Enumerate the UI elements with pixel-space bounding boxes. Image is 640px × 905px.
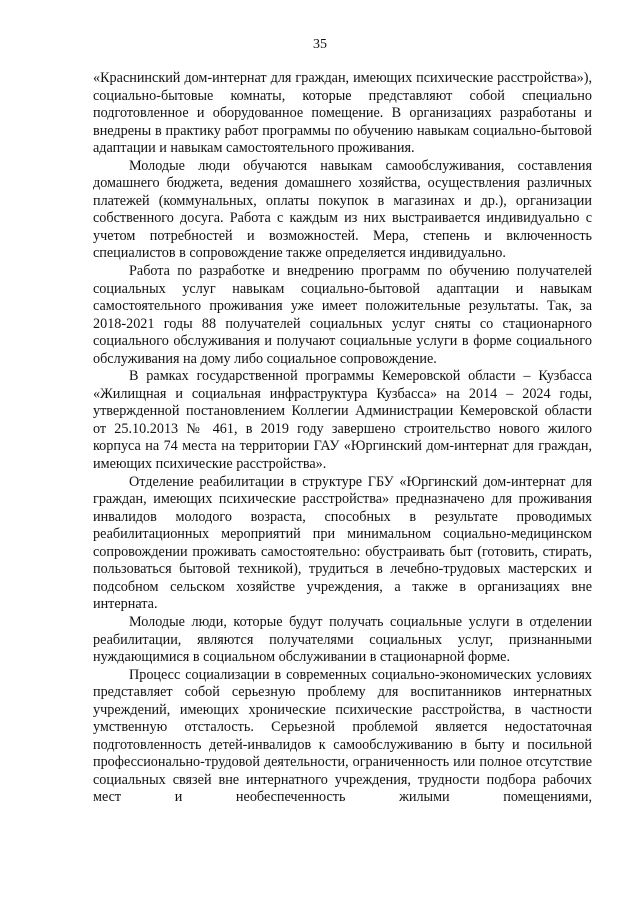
paragraph-6: Молодые люди, которые будут получать социальные услуги в отделении реабилитации, являются получателями социальных услуг, признанными нуждающимися в социальном обслуживании в стационарной форме.: [93, 613, 592, 666]
page-number: 35: [313, 37, 327, 52]
paragraph-4: В рамках государственной программы Кемеровской области – Кузбасса «Жилищная и социальная инфраструктура Кузбасса» на 2014 – 2024 годы, утвержденной постановлением Коллегии Администрации Кемеровской области от 25.10.2013 № 461, в 2019 году завершено строительство нового жилого корпуса на 74 места на территории ГАУ «Юргинский дом-интернат для граждан, имеющих психические расстройства».: [93, 368, 592, 473]
paragraph-2: Молодые люди обучаются навыкам самообслуживания, составления домашнего бюджета, ведения домашнего хозяйства, осуществления различных платежей (коммунальных, оплаты покупок в магазинах и др.), организации собственного досуга. Работа с каждым из них выстраивается индивидуально с учетом потребностей и возможностей. Мера, степень и включенность специалистов в сопровождение также определяется индивидуально.: [93, 157, 592, 262]
paragraph-5: Отделение реабилитации в структуре ГБУ «Юргинский дом-интернат для граждан, имеющих психические расстройства» предназначено для проживания инвалидов молодого возраста, способных в результате проводимых реабилитационных мероприятий при минимальном социально-медицинском сопровождении проживать самостоятельно: обустраивать быт (готовить, стирать, пользоваться бытовой техникой), трудиться в лечебно-трудовых мастерских и подсобном сельском хозяйстве учреждения, а также в организациях вне интерната.: [93, 473, 592, 613]
paragraph-1: «Краснинский дом-интернат для граждан, имеющих психические расстройства»), социально-бытовые комнаты, которые представляют собой специально подготовленное и оборудованное помещение. В организациях разработаны и внедрены в практику работ программы по обучению навыкам социально-бытовой адаптации и навыкам самостоятельного проживания.: [93, 70, 592, 157]
paragraph-7: Процесс социализации в современных социально-экономических условиях представляет собой серьезную проблему для воспитанников интернатных учреждений, имеющих хронические психические расстройства, в частности умственную отсталость. Серьезной проблемой является недостаточная подготовленность детей-инвалидов к самообслуживанию в быту и посильной профессионально-трудовой деятельности, ограниченность или полное отсутствие социальных связей вне интернатного учреждения, трудности подбора рабочих мест и необеспеченность жилыми помещениями,: [93, 666, 592, 806]
paragraph-3: Работа по разработке и внедрению программ по обучению получателей социальных услуг навыкам социально-бытовой адаптации и навыкам самостоятельного проживания уже имеет положительные результаты. Так, за 2018-2021 годы 88 получателей социальных услуг сняты со стационарного социального обслуживания и получают социальные услуги в форме социального обслуживания на дому либо социальное сопровождение.: [93, 263, 592, 367]
body-text: [93, 70, 592, 807]
